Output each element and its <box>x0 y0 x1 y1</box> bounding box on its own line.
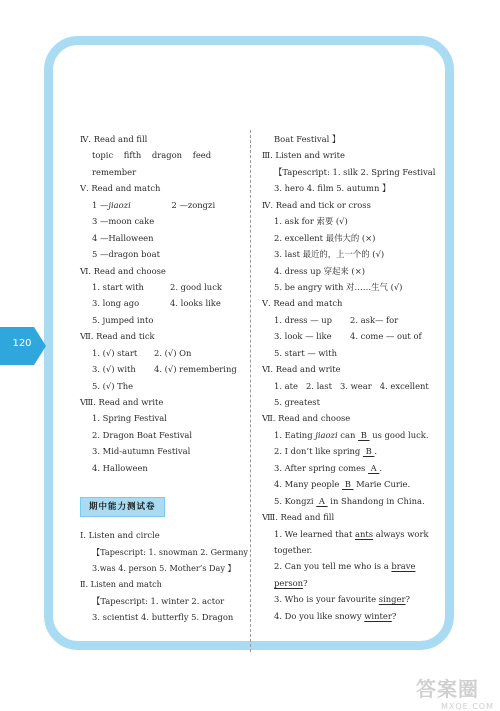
answer-line: 3. long ago 4. looks like <box>92 298 221 309</box>
section-heading: Ⅶ. Read and tick <box>80 331 155 342</box>
answer-line: 4. dress up 穿起来 (×) <box>274 265 365 276</box>
answer-line: 5. start — with <box>274 347 337 358</box>
answer-blank: B <box>362 446 375 457</box>
answer-line: 3. (√) with 4. (√) remembering <box>92 364 237 375</box>
answer-line: 3. Who is your favourite singer? <box>274 594 410 605</box>
answer-line: 5 —dragon boat <box>92 249 160 260</box>
answer-line: 3. look — like 4. come — out of <box>274 331 422 342</box>
answer-line: 3 —moon cake <box>92 216 155 227</box>
answer-line: 2. I don’t like spring B . <box>274 446 378 457</box>
answer-line: 3. Mid-autumn Festival <box>92 446 191 457</box>
answer-line: person? <box>274 577 308 588</box>
answer-line: 4. Halloween <box>92 462 148 473</box>
answer-blank: ants <box>354 528 374 539</box>
answer-line: topic fifth dragon feed <box>92 150 212 161</box>
answer-blank: person <box>274 577 304 588</box>
answer-blank: A <box>368 462 380 473</box>
left-column <box>80 131 248 626</box>
watermark-logo: 答案圈 <box>416 677 479 701</box>
watermark <box>416 673 494 711</box>
answer-line: 2. Can you tell me who is a brave <box>274 561 416 572</box>
section-heading: Ⅲ. Listen and write <box>262 150 345 161</box>
section-heading: Ⅱ. Listen and match <box>80 579 162 590</box>
answer-line: 1. dress — up 2. ask— for <box>274 314 399 325</box>
section-heading: Ⅵ. Read and choose <box>80 265 166 276</box>
section-heading: Ⅳ. Read and tick or cross <box>262 199 371 210</box>
answer-line: together. <box>274 544 313 555</box>
section-heading: Ⅴ. Read and match <box>262 298 343 309</box>
answer-line: 1. We learned that ants always work <box>274 528 429 539</box>
answer-blank: A <box>316 495 328 506</box>
answer-line: 1. (√) start 2. (√) On <box>92 347 192 358</box>
tapescript-line: 3. hero 4. film 5. autumn 】 <box>274 183 391 194</box>
answer-line: 1. Eating jiaozi can B us good luck. <box>274 429 429 440</box>
answer-blank: B <box>358 429 370 440</box>
tapescript-line: 【Tapescript: 1. snowman 2. Germany <box>92 546 248 557</box>
answer-line: 5. Kongzi A in Shandong in China. <box>274 495 425 506</box>
answer-line: 4. Do you like snowy winter? <box>274 610 397 621</box>
section-heading: Ⅳ. Read and fill <box>80 134 148 144</box>
answer-line: Boat Festival 】 <box>274 134 341 144</box>
answer-line: 3. last 最近的，上一个的 (√) <box>274 249 385 260</box>
tapescript-line: 3. scientist 4. butterfly 5. Dragon <box>92 612 234 623</box>
section-heading: Ⅰ. Listen and circle <box>80 530 160 541</box>
tapescript-line: 【Tapescript: 1. winter 2. actor <box>92 595 225 606</box>
answer-line: 5. greatest <box>274 397 320 407</box>
section-heading: Ⅵ. Read and write <box>262 364 341 375</box>
section-heading: Ⅶ. Read and choose <box>262 413 351 424</box>
answer-line: 1. ate 2. last 3. wear 4. excellent <box>274 380 429 391</box>
section-heading: Ⅷ. Read and fill <box>262 512 335 523</box>
answer-line: 1. Spring Festival <box>92 413 167 424</box>
answer-line: 1 —jiaozi 2 —zongzi <box>92 199 216 210</box>
tapescript-line: 【Tapescript: 1. silk 2. Spring Festival <box>274 166 436 177</box>
answer-line: 2. excellent 最伟大的 (×) <box>274 232 376 243</box>
answer-line: 1. ask for 索要 (√) <box>274 216 348 227</box>
answer-line: 5. (√) The <box>92 380 134 391</box>
answer-blank: brave <box>391 561 416 572</box>
answer-line: 4. Many people B Marie Curie. <box>274 479 411 490</box>
watermark-url: MXQE.COM <box>440 702 494 711</box>
right-column <box>262 131 440 624</box>
page-number-tab <box>0 323 52 369</box>
answer-line: 5. be angry with 对……生气 (√) <box>274 281 403 292</box>
answer-line: remember <box>92 166 137 177</box>
answer-line: 2. Dragon Boat Festival <box>92 429 193 440</box>
answer-line: 4 —Halloween <box>92 232 154 243</box>
answer-blank: B <box>342 479 354 490</box>
section-heading: Ⅷ. Read and write <box>80 397 164 407</box>
answer-blank: singer <box>378 594 406 605</box>
page-number: 120 <box>12 338 32 349</box>
exam-title: 期中能力测试卷 <box>80 497 165 517</box>
answer-line: 3. After spring comes A . <box>274 462 383 473</box>
column-divider <box>250 130 251 652</box>
answer-blank: winter <box>364 610 392 621</box>
tapescript-line: 3.was 4. person 5. Mother’s Day 】 <box>92 562 236 573</box>
answer-line: 5. jumped into <box>92 314 154 325</box>
section-heading: Ⅴ. Read and match <box>80 183 161 194</box>
answer-line: 1. start with 2. good luck <box>92 281 222 292</box>
